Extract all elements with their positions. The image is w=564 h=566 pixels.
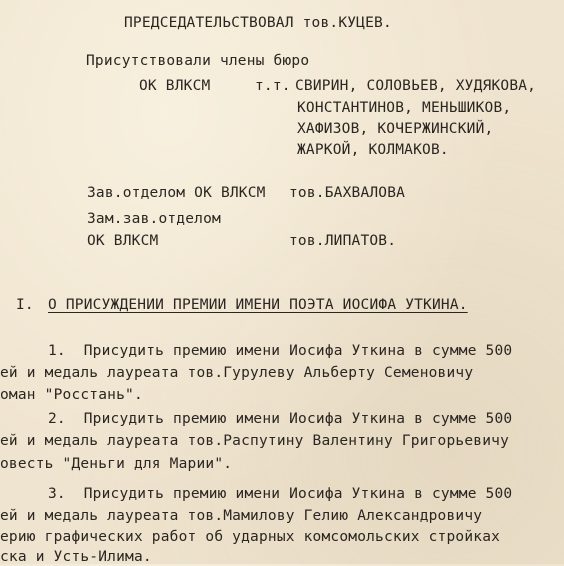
item-line: овесть "Деньги для Марии".: [0, 456, 233, 472]
item-line: ей и медаль лауреата тов.Гурулеву Альберту Семеновичу: [0, 365, 474, 381]
item-line: 1. Присудить премию имени Иосифа Уткина в сумме 500: [48, 343, 513, 359]
attendance-names-line: ХАФИЗОВ, КОЧЕРЖИНСКИЙ,: [297, 121, 494, 137]
head-name: тов.БАХВАЛОВА: [289, 185, 406, 201]
section-numeral: I.: [16, 297, 34, 313]
deputy-name: тов.ЛИПАТОВ.: [289, 233, 397, 249]
deputy-label: ОК ВЛКСМ: [87, 233, 159, 249]
attendance-names-line: КОНСТАНТИНОВ, МЕНЬШИКОВ,: [297, 100, 512, 116]
attendance-names-line: СВИРИН, СОЛОВЬЕВ, ХУДЯКОВА,: [295, 78, 537, 94]
attendance-names-line: ЖАРКОЙ, КОЛМАКОВ.: [297, 142, 449, 158]
item-line: ей и медаль лауреата тов.Распутину Валентину Григорьевичу: [0, 433, 509, 449]
item-line: ска и Усть-Илима.: [0, 549, 152, 565]
attendance-intro: Присутствовали члены бюро: [86, 53, 310, 69]
attendance-org: ОК ВЛКСМ: [139, 78, 211, 94]
attendance-prefix: т.т.: [255, 78, 291, 94]
item-line: ерию графических работ об ударных комсомольских стройках: [0, 529, 501, 545]
chaired-line: ПРЕДСЕДАТЕЛЬСТВОВАЛ тов.КУЦЕВ.: [124, 15, 392, 31]
head-label: Зав.отделом ОК ВЛКСМ: [87, 185, 266, 201]
item-line: оман "Росстань".: [0, 387, 143, 403]
item-line: ей и медаль лауреата тов.Мамилову Гелию Александровичу: [0, 508, 483, 524]
item-line: 2. Присудить премию имени Иосифа Уткина в сумме 500: [48, 411, 513, 427]
section-title: О ПРИСУЖДЕНИИ ПРЕМИИ ИМЕНИ ПОЭТА ИОСИФА УТКИНА.: [48, 297, 468, 313]
deputy-label: Зам.зав.отделом: [87, 211, 221, 227]
item-line: 3. Присудить премию имени Иосифа Уткина в сумме 500: [48, 486, 513, 502]
